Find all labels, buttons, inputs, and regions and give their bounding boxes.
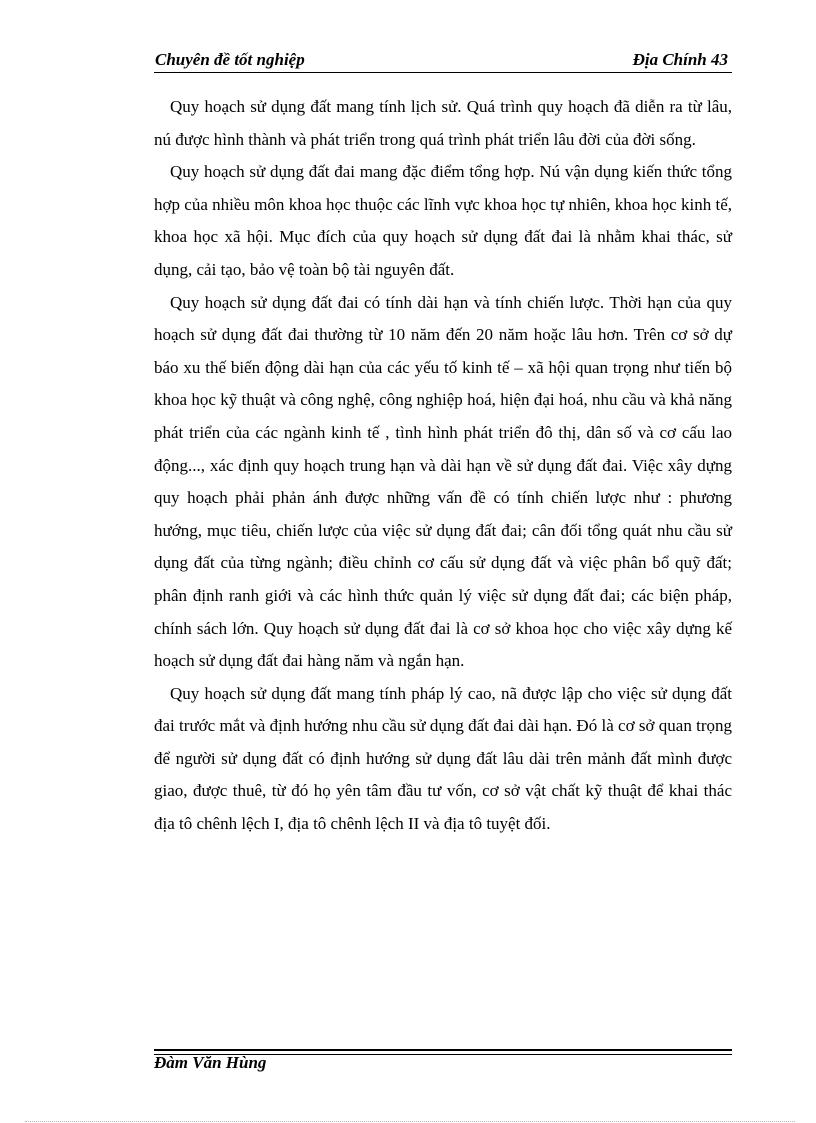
paragraph-4: Quy hoạch sử dụng đất mang tính pháp lý cao, nã được lập cho việc sử dụng đất đai trước mắt và định hướng nhu cầu sử dụng đất đai dài hạn. Đó là cơ sở quan trọng để người sử dụng đất có định hướng sử dụng đất lâu dài trên mảnh đất mình được giao, được thuê, từ đó họ yên tâm đầu tư vốn, cơ sở vật chất kỹ thuật để khai thác địa tô chênh lệch I, địa tô chênh lệch II và địa tô tuyệt đối. xyxy=(154,683,732,834)
header-title: Chuyên đề tốt nghiệp xyxy=(155,50,305,69)
paragraph-2: Quy hoạch sử dụng đất đai mang đặc điểm tổng hợp. Nú vận dụng kiến thức tổng hợp của nhiều môn khoa học thuộc các lĩnh vực khoa học tự nhiên, khoa học kinh tế, khoa học xã hội. Mục đích của quy hoạch sử dụng đất đai là nhằm khai thác, sử dụng, cải tạo, bảo vệ toàn bộ tài nguyên đất. xyxy=(154,162,732,279)
page-header xyxy=(154,48,732,73)
paragraph-3: Quy hoạch sử dụng đất đai có tính dài hạn và tính chiến lược. Thời hạn của quy hoạch sử dụng đất đai thường từ 10 năm đến 20 năm hoặc lâu hơn. Trên cơ sở dự báo xu thế biến động dài hạn của các yếu tố kinh tế – xã hội quan trọng như tiến bộ khoa học kỹ thuật và công nghệ, công nghiệp hoá, hiện đại hoá, nhu cầu và khả năng phát triển của các ngành kinh tế , tình hình phát triển đô thị, dân số và cơ cấu lao động..., xác định quy hoạch trung hạn và dài hạn về sử dụng đất đai. Việc xây dựng quy hoạch phải phản ánh được những vấn đề có tính chiến lược như : phương hướng, mục tiêu, chiến lược của việc sử dụng đất đai; cân đối tổng quát nhu cầu sử dụng đất của từng ngành; điều chỉnh cơ cấu sử dụng đất và việc phân bổ quỹ đất; phân định ranh giới và các hình thức quản lý việc sử dụng đất đai; các biện pháp, chính sách lớn. Quy hoạch sử dụng đất đai là cơ sở khoa học cho việc xây dựng kế hoạch sử dụng đất đai hàng năm và ngắn hạn. xyxy=(154,292,732,671)
document-body xyxy=(154,91,732,841)
footer-author: Đàm Văn Hùng xyxy=(154,1053,267,1072)
page-bottom-dotted-line xyxy=(25,1121,795,1122)
paragraph-1: Quy hoạch sử dụng đất mang tính lịch sử. Quá trình quy hoạch đã diễn ra từ lâu, nú được hình thành và phát triển trong quá trình phát triển lâu đời của đời sống. xyxy=(154,97,732,149)
header-department: Địa Chính 43 xyxy=(632,50,728,69)
footer-divider-thick xyxy=(154,1049,732,1051)
